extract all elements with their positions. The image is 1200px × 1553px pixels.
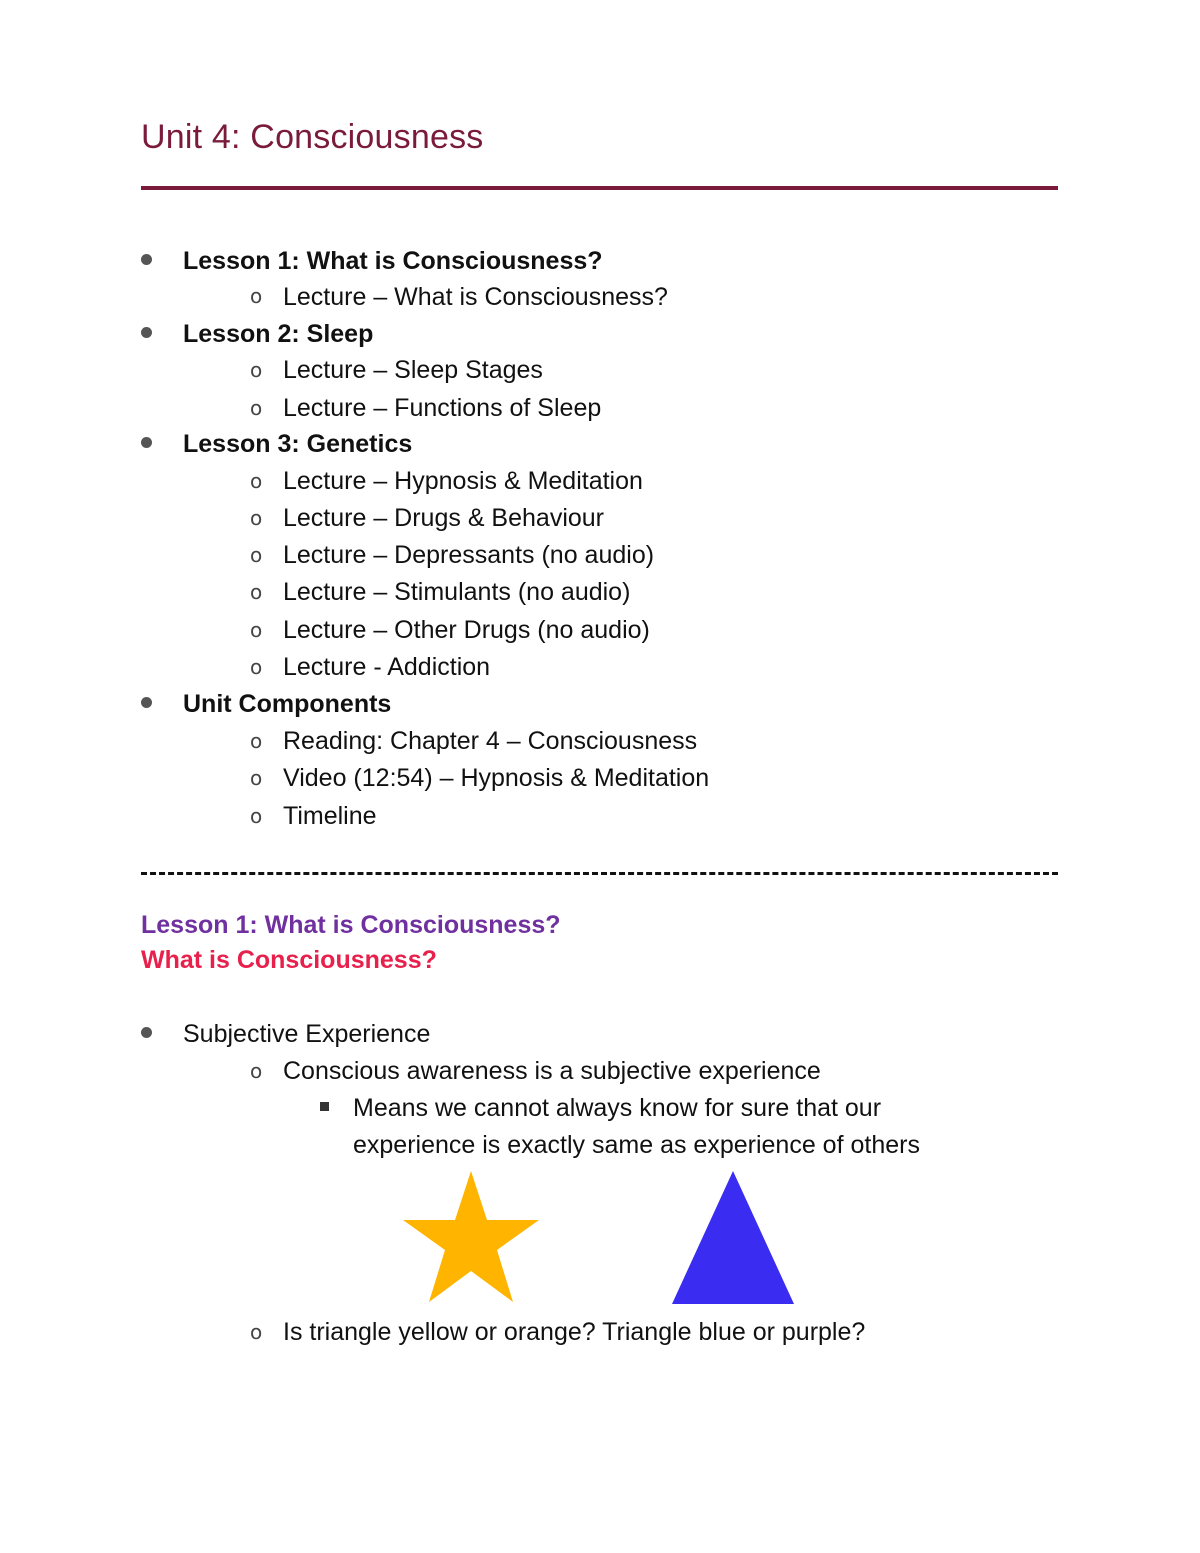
question-text: Is triangle yellow or orange? Triangle blue or purple? — [283, 1318, 866, 1346]
square-bullet-icon — [320, 1102, 329, 1111]
circle-bullet-icon: o — [250, 804, 263, 828]
outline-item: Reading: Chapter 4 – Consciousness — [283, 727, 698, 755]
lesson-heading: Lesson 1: What is Consciousness? — [141, 911, 561, 939]
outline-item: Lecture – Functions of Sleep — [283, 394, 602, 422]
outline-item: Timeline — [283, 802, 377, 830]
detail-line-2: experience is exactly same as experience of others — [353, 1131, 920, 1159]
outline-item: Lecture – Stimulants (no audio) — [283, 578, 631, 606]
outline-lesson-3: Lesson 3: Genetics — [183, 430, 413, 458]
outline-item: Lecture – Hypnosis & Meditation — [283, 467, 643, 495]
bullet-icon — [141, 327, 152, 338]
bullet-icon — [141, 697, 152, 708]
topic-heading: What is Consciousness? — [141, 946, 437, 974]
circle-bullet-icon: o — [250, 358, 263, 382]
circle-bullet-icon: o — [250, 729, 263, 753]
outline-item: Lecture – Drugs & Behaviour — [283, 504, 605, 532]
circle-bullet-icon: o — [250, 1320, 263, 1344]
outline-item: Lecture - Addiction — [283, 653, 491, 681]
circle-bullet-icon: o — [250, 284, 263, 308]
circle-bullet-icon: o — [250, 543, 263, 567]
triangle-icon — [672, 1171, 794, 1304]
bullet-icon — [141, 437, 152, 448]
circle-bullet-icon: o — [250, 655, 263, 679]
outline-unit-components: Unit Components — [183, 690, 392, 718]
outline-lesson-2: Lesson 2: Sleep — [183, 320, 374, 348]
triangle-shape — [668, 1168, 798, 1308]
circle-bullet-icon: o — [250, 506, 263, 530]
circle-bullet-icon: o — [250, 469, 263, 493]
outline-item: Video (12:54) – Hypnosis & Meditation — [283, 764, 710, 792]
sub-point: Conscious awareness is a subjective experience — [283, 1057, 821, 1085]
outline-item: Lecture – Sleep Stages — [283, 356, 543, 384]
point-subjective-experience: Subjective Experience — [183, 1020, 431, 1048]
title-divider — [141, 186, 1058, 190]
circle-bullet-icon: o — [250, 618, 263, 642]
circle-bullet-icon: o — [250, 1059, 263, 1083]
circle-bullet-icon: o — [250, 580, 263, 604]
star-icon — [403, 1171, 539, 1302]
outline-lesson-1: Lesson 1: What is Consciousness? — [183, 247, 603, 275]
section-divider — [141, 872, 1058, 875]
circle-bullet-icon: o — [250, 396, 263, 420]
page-title: Unit 4: Consciousness — [141, 118, 484, 156]
circle-bullet-icon: o — [250, 766, 263, 790]
outline-item: Lecture – Other Drugs (no audio) — [283, 616, 650, 644]
star-shape — [400, 1168, 542, 1308]
detail-line-1: Means we cannot always know for sure that our — [353, 1094, 882, 1122]
bullet-icon — [141, 1027, 152, 1038]
outline-item: Lecture – Depressants (no audio) — [283, 541, 655, 569]
bullet-icon — [141, 254, 152, 265]
outline-item: Lecture – What is Consciousness? — [283, 283, 668, 311]
